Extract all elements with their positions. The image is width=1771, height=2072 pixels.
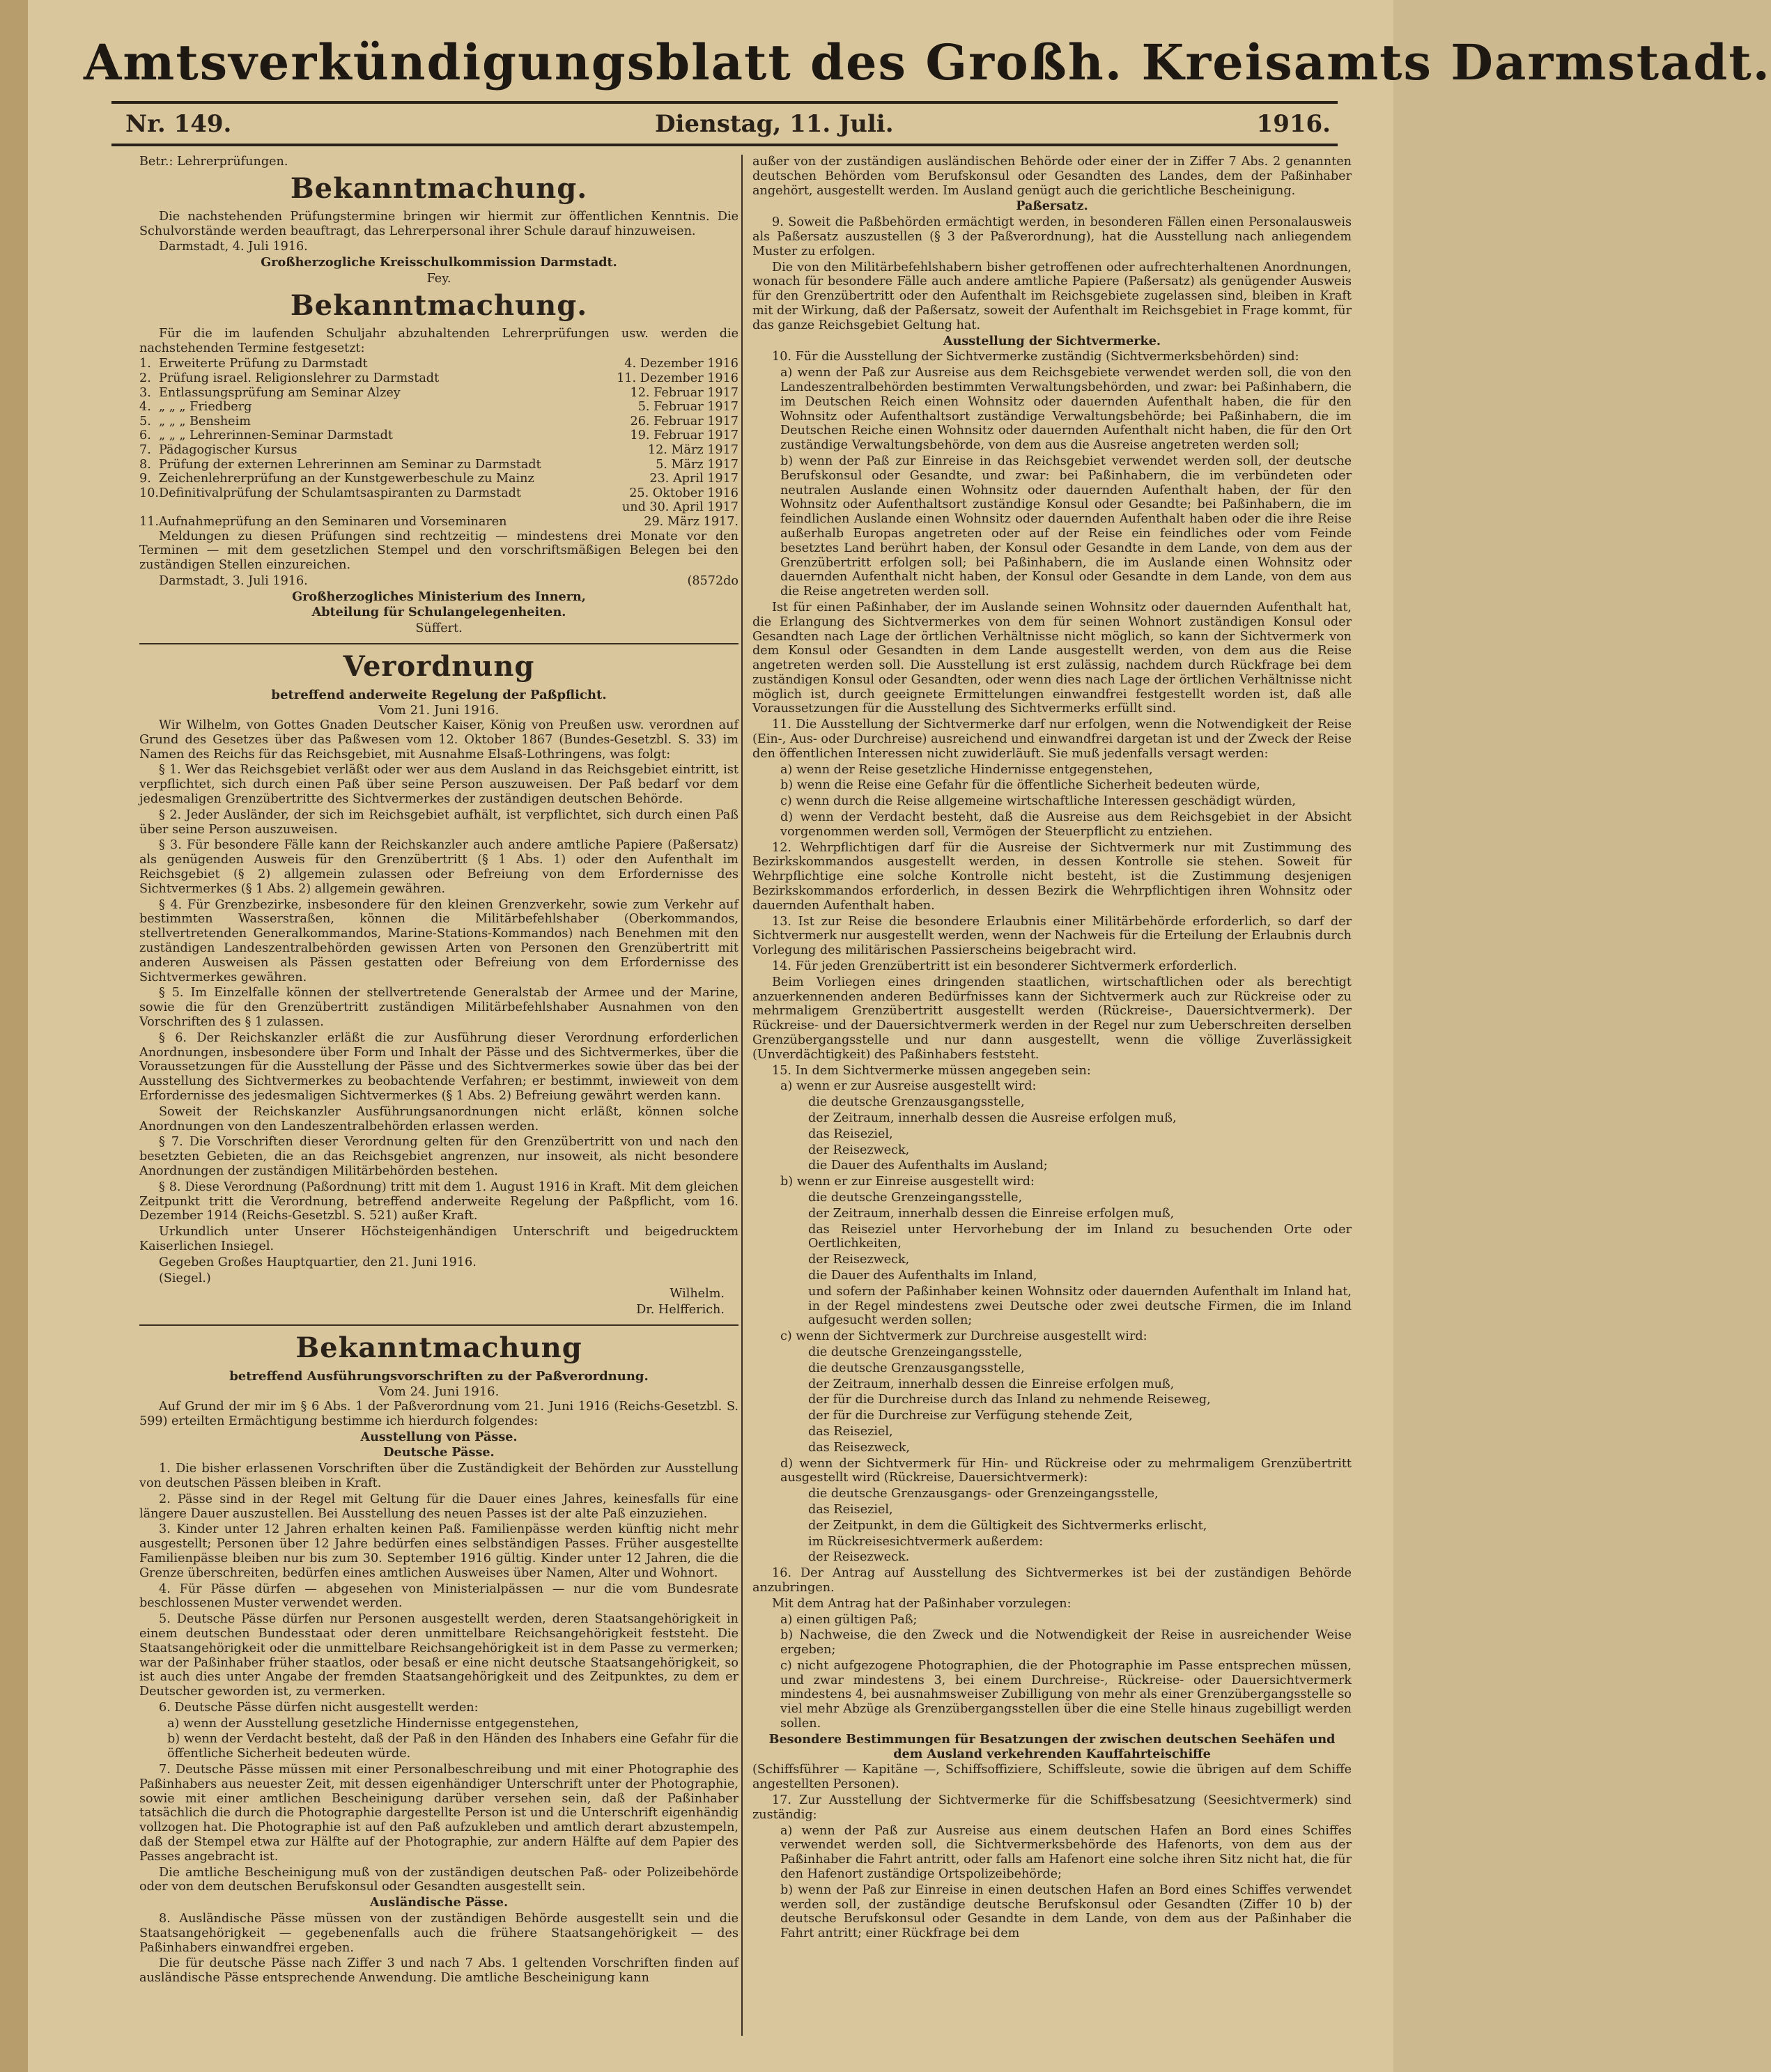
term-date: und 30. April 1917 (621, 500, 738, 515)
right-para-6b: b) wenn die Reise eine Gefahr für die öffentliche Sicherheit bedeuten würde, (780, 778, 1260, 793)
right-para-2: 9. Soweit die Paßbehörden ermächtigt werden, in besonderen Fällen einen Personalausweis als Paßersatz auszustellen (§ 3 der Paßverordnung), hat die Ausstellung nach anliegendem Muster zu erfolgen. (752, 215, 1352, 258)
ordinance-subtitle: betreffend anderweite Regelung der Paßpflicht. (271, 688, 607, 703)
masthead-title: Amtsverkündigungsblatt des Großh. Kreisamts Darmstadt. (84, 33, 1771, 91)
masthead-rule-bottom (111, 144, 1338, 146)
notice-2-signature-2: Abteilung für Schulangelegenheiten. (311, 605, 566, 620)
list-item: die Dauer des Aufenthalts im Inland, (808, 1268, 1037, 1283)
ordinance-date: Vom 21. Juni 1916. (378, 703, 500, 718)
term-text: Prüfung israel. Religionslehrer zu Darmstadt (159, 371, 440, 385)
notice-1-title: Bekanntmachung. (290, 171, 588, 205)
right-para-4b: b) wenn der Paß zur Einreise in das Reichsgebiet verwendet werden soll, der deutsche Berufskonsul oder Gesandte, und zwar: bei Paßinhabern, die im verbündeten oder neutralen Auslande einen Wohnsitz oder dauernden Aufenthalt haben, der für den Wohnsitz oder Aufenthaltsort zuständige Konsul oder Gesandte; bei Paßinhabern, die im feindlichen Auslande einen Wohnsitz oder dauernden Aufenthalt haben oder die ihre Reise außerhalb Europas angetreten oder auf der Reise ein feindliches oder vom Feinde besetztes Land berührt haben, der Konsul oder Gesandte in dem Lande, von dem aus der Grenzübertritt erfolgen soll; bei Paßinhabern, die im Auslande einen Wohnsitz oder dauernden Aufenthalt nicht haben, der Konsul oder Gesandte in dem Lande, von dem aus die Reise angetreten werden soll. (780, 454, 1352, 599)
ordinance-sign-2: Dr. Helfferich. (636, 1303, 725, 1317)
notice-3-subtitle: betreffend Ausführungsvorschriften zu der Paßverordnung. (229, 1368, 649, 1384)
term-date: 23. April 1917 (649, 472, 738, 486)
exam-term-row (139, 415, 738, 429)
term-date: 26. Februar 1917 (630, 414, 738, 428)
term-date: 5. Februar 1917 (637, 400, 738, 415)
term-number: 3. (139, 385, 151, 400)
notice-2-place-line (139, 574, 738, 589)
notice-3-title: Bekanntmachung (295, 1331, 582, 1364)
exam-term-row (139, 428, 738, 443)
term-number: 1. (139, 357, 151, 371)
notice-2-name: Süffert. (415, 621, 463, 636)
notice-3-para-6b: b) wenn der Verdacht besteht, daß der Paß in den Händen des Inhabers eine Gefahr für die öffentliche Sicherheit bedeuten würde. (167, 1732, 738, 1761)
term-number: 10. (139, 486, 159, 500)
exam-term-row (139, 472, 738, 486)
notice-2-intro: Für die im laufenden Schuljahr abzuhaltenden Lehrerprüfungen usw. werden die nachstehenden Termine festgesetzt: (139, 326, 738, 355)
ordinance-seal: (Siegel.) (159, 1271, 211, 1285)
ordinance-title: Verordnung (343, 650, 535, 683)
ordinance-para-2: § 2. Jeder Ausländer, der sich im Reichsgebiet aufhält, ist verpflichtet, sich durch einen Paß über seine Person auszuweisen. (139, 807, 738, 837)
term-text: Erweiterte Prüfung zu Darmstadt (159, 357, 368, 371)
term-number: 2. (139, 371, 151, 385)
term-date: 11. Dezember 1916 (617, 371, 738, 385)
notice-3-intro: Auf Grund der mir im § 6 Abs. 1 der Paßverordnung vom 21. Juni 1916 (Reichs-Gesetzbl. S. 599) erteilten Ermächtigung bestimme ich hierdurch folgendes: (139, 1399, 738, 1428)
right-para-9: 14. Für jeden Grenzübertritt ist ein besonderer Sichtvermerk erforderlich. (772, 959, 1237, 974)
notice-1-text: Die nachstehenden Prüfungstermine bringen wir hiermit zur öffentlichen Kenntnis. Die Schulvorstände werden beauftragt, das Lehrerpersonal ihrer Schule darauf hinzuweisen. (139, 209, 738, 238)
notice-2-signature-1: Großherzogliches Ministerium des Innern, (292, 589, 586, 604)
term-number: 5. (139, 414, 151, 428)
heading-ship-crews: Besondere Bestimmungen für Besatzungen der zwischen deutschen Seehäfen und dem Ausland verkehrenden Kauffahrteischiffe (768, 1731, 1336, 1761)
right-para-1: außer von der zuständigen ausländischen Behörde oder einer der in Ziffer 7 Abs. 2 genannten deutschen Behörden vom Berufskonsul oder Gesandten des Landes, dem der Paßinhaber angehört, ausgestellt werden. Im Ausland genügt auch die gerichtliche Bescheinigung. (752, 155, 1352, 198)
term-text: „ „ „ Friedberg (159, 400, 252, 415)
right-para-6c: c) wenn durch die Reise allgemeine wirtschaftliche Interessen geschädigt würden, (780, 794, 1296, 809)
right-para-11d: d) wenn der Sichtvermerk für Hin- und Rückreise oder zu mehrmaligem Grenzübertritt ausgestellt wird (Rückreise, Dauersichtvermerk): (780, 1456, 1352, 1485)
notice-3-para-8b: Die für deutsche Pässe nach Ziffer 3 und nach 7 Abs. 1 geltenden Vorschriften finden auf ausländische Pässe entsprechende Anwendung. Die amtliche Bescheinigung kann (139, 1956, 738, 1986)
exam-terms-table (139, 357, 738, 529)
notice-3-date: Vom 24. Juni 1916. (378, 1384, 500, 1399)
heading-sichtvermerke: Ausstellung der Sichtvermerke. (943, 333, 1161, 348)
term-date: 19. Februar 1917 (630, 428, 738, 443)
right-para-4: 10. Für die Ausstellung der Sichtvermerke zuständig (Sichtvermerksbehörden) sind: (772, 350, 1299, 364)
list-item: die deutsche Grenzausgangs- oder Grenzeingangsstelle, (808, 1487, 1159, 1501)
ordinance-para-1: § 1. Wer das Reichsgebiet verläßt oder wer aus dem Ausland in das Reichsgebiet eintritt, ist verpflichtet, sich durch einen Paß über seine Person auszuweisen. Der Paß bedarf vor dem jedesmaligen Grenzübertritte des Sichtvermerkes der zuständigen deutschen Behörde. (139, 763, 738, 807)
term-date: 12. Februar 1917 (630, 385, 738, 400)
list-item: der für die Durchreise zur Verfügung stehende Zeit, (808, 1409, 1133, 1423)
ordinance-para-6: § 6. Der Reichskanzler erläßt die zur Ausführung dieser Verordnung erforderlichen Anordnungen, insbesondere über Form und Inhalt der Pässe und des Sichtvermerkes, über die Voraussetzungen für die Ausstellung der Pässe und des Sichtvermerkes sowie über das bei der Ausstellung des Sichtvermerkes zu beobachtende Verfahren; er bestimmt, inwieweit von dem Erfordernisse des jedesmaligen Sichtvermerkes (§ 1 Abs. 2) Befreiung gewährt werden kann. (139, 1030, 738, 1103)
term-text: Entlassungsprüfung am Seminar Alzey (159, 385, 401, 400)
right-column (752, 155, 1352, 2057)
notice-2-title: Bekanntmachung. (290, 288, 588, 322)
list-item: das Reiseziel, (808, 1424, 893, 1439)
term-number: 8. (139, 457, 151, 472)
exam-term-row (139, 357, 738, 371)
list-item: die deutsche Grenzausgangsstelle, (808, 1095, 1025, 1110)
exam-term-row (139, 386, 738, 401)
term-text: Prüfung der externen Lehrerinnen am Seminar zu Darmstadt (159, 457, 541, 472)
right-para-14b: b) wenn der Paß zur Einreise in einen deutschen Hafen an Bord eines Schiffes verwendet werden soll, der zuständige deutsche Berufskonsul oder Gesandten (Ziffer 10 b) der deutsche Berufskonsul oder Gesandte in dem Lande, von dem aus der Paßinhaber die Fahrt antritt; einer Rückfrage bei dem (780, 1882, 1352, 1941)
term-number: 11. (139, 514, 159, 529)
right-para-11b: b) wenn er zur Einreise ausgestellt wird: (780, 1175, 1035, 1189)
book-binding-edge (0, 0, 29, 2072)
term-text: „ „ „ Bensheim (159, 414, 251, 428)
list-item: das Reiseziel, (808, 1502, 893, 1517)
notice-2-place: Darmstadt, 3. Juli 1916. (159, 573, 308, 588)
ordinance-given: Gegeben Großes Hauptquartier, den 21. Juni 1916. (159, 1255, 477, 1269)
exam-term-row (139, 458, 738, 472)
right-para-10: Beim Vorliegen eines dringenden staatlichen, wirtschaftlichen oder als berechtigt anzuerkennenden anderen Bedürfnisses kann der Sichtvermerk auch zur Rückreise oder zu mehrmaligem Grenzübertritt ausgestellt werden (Rückreise-, Dauersichtvermerk). Der Rückreise- und der Dauersichtvermerk werden in der Regel nur zum Ueberschreiten derselben Grenzübergangsstelle und nur dann ausgestellt, wenn die völlige Zuverlässigkeit (Unverdächtigkeit) des Paßinhabers feststeht. (752, 975, 1352, 1062)
right-para-12: 16. Der Antrag auf Ausstellung des Sichtvermerkes ist bei der zuständigen Behörde anzubringen. (752, 1566, 1352, 1595)
term-number: 9. (139, 472, 151, 486)
notice-3-para-4: 4. Für Pässe dürfen — abgesehen von Ministerialpässen — nur die vom Bundesrate beschlossenen Muster verwendet werden. (139, 1582, 738, 1611)
term-text: Aufnahmeprüfung an den Seminaren und Vorseminaren (159, 514, 507, 529)
exam-term-row (139, 443, 738, 458)
ordinance-intro: Wir Wilhelm, von Gottes Gnaden Deutscher Kaiser, König von Preußen usw. verordnen auf Grund des Gesetzes über das Paßwesen vom 12. Oktober 1867 (Bundes-Gesetzbl. S. 33) im Namen des Reichs für das Reichsgebiet, mit Ausnahme Elsaß-Lothringens, was folgt: (139, 718, 738, 761)
list-item: und sofern der Paßinhaber keinen Wohnsitz oder dauernden Aufenthalt im Inland hat, in der Regel mindestens zwei Deutsche oder zwei deutsche Firmen, die im Inland aufgesucht werden sollen; (808, 1284, 1352, 1328)
right-para-11: 15. In dem Sichtvermerke müssen angegeben sein: (772, 1063, 1091, 1078)
term-number: 4. (139, 400, 151, 415)
notice-3-heading-3: Ausländische Pässe. (369, 1895, 509, 1910)
ordinance-para-8: § 8. Diese Verordnung (Paßordnung) tritt mit dem 1. August 1916 in Kraft. Mit dem gleichen Zeitpunkt tritt die Verordnung, betreffend anderweite Regelung der Paßpflicht, vom 16. Dezember 1914 (Reichs-Gesetzbl. S. 521) außer Kraft. (139, 1180, 738, 1223)
right-para-14a: a) wenn der Paß zur Ausreise aus einem deutschen Hafen an Bord eines Schiffes verwendet werden soll, die Sichtvermerksbehörde des Hafenorts, von dem aus der Paßinhaber die Fahrt antritt, oder falls am Hafenort eine solche ihren Sitz nicht hat, die für den Hafenort zuständige Ortspolizeibehörde; (780, 1823, 1352, 1882)
right-para-13b: (Schiffsführer — Kapitäne —, Schiffsoffiziere, Schiffsleute, sowie die übrigen auf dem Schiffe angestellten Personen). (752, 1763, 1352, 1792)
list-item: die deutsche Grenzeingangsstelle, (808, 1345, 1023, 1359)
ordinance-para-3: § 3. Für besondere Fälle kann der Reichskanzler auch andere amtliche Papiere (Paßersatz) als genügenden Ausweis für den Grenzübertritt (§ 1 Abs. 1) oder den Aufenthalt im Reichsgebiet (§ 2) allgemein zulassen oder Befreiung von dem Erfordernisse des Sichtvermerkes (§ 1 Abs. 2) allgemein gewähren. (139, 838, 738, 896)
notice-1-place: Darmstadt, 4. Juli 1916. (159, 240, 308, 254)
notice-3-para-3: 3. Kinder unter 12 Jahren erhalten keinen Paß. Familienpässe werden künftig nicht mehr ausgestellt; Personen über 12 Jahre bedürfen eines selbständigen Passes. Früher ausgestellte Familienpässe bleiben nur bis zum 30. September 1916 gültig. Kinder unter 12 Jahren, die die Grenze überschreiten, bedürfen eines amtlichen Ausweises über Namen, Alter und Wohnort. (139, 1522, 738, 1580)
term-date: 12. März 1917 (647, 442, 738, 457)
notice-1-name: Fey. (426, 271, 451, 286)
list-item: das Reiseziel unter Hervorhebung der im Inland zu besuchenden Orte oder Oertlichkeiten, (808, 1222, 1352, 1251)
right-para-3: Die von den Militärbefehlshabern bisher getroffenen oder aufrechterhaltenen Anordnungen, wonach für besondere Fälle auch andere amtliche Papiere (Paßersatz) als genügender Ausweis für den Grenzübertritt oder den Aufenthalt im Reichsgebiete zugelassen sind, bleiben in Kraft mit der Wirkung, daß der Paßersatz, soweit der Aufenthalt im Reichsgebiet in Frage kommt, für das ganze Reichsgebiet Geltung hat. (752, 260, 1352, 332)
ordinance-sign-1: Wilhelm. (670, 1287, 725, 1301)
section-separator (139, 643, 738, 644)
list-item: die Dauer des Aufenthalts im Ausland; (808, 1159, 1048, 1173)
notice-3-para-5: 5. Deutsche Pässe dürfen nur Personen ausgestellt werden, deren Staatsangehörigkeit in einem deutschen Bundesstaat oder deren unmittelbare Reichsangehörigkeit feststeht. Die Staatsangehörigkeit oder die unmittelbare Reichsangehörigkeit ist in dem Passe zu vermerken; war der Paßinhaber früher staatlos, oder besaß er eine nicht deutsche Staatsangehörigkeit, so ist auch dies unter Angabe der fremden Staatsangehörigkeit und des Zeitpunktes, zu dem er Deutscher geworden ist, zu vermerken. (139, 1612, 738, 1699)
list-item: a) einen gültigen Paß; (780, 1612, 918, 1627)
ordinance-para-7: § 7. Die Vorschriften dieser Verordnung gelten für den Grenzübertritt von und nach den besetzten Gebieten, die an das Reichsgebiet angrenzen, nur insoweit, als nicht besondere Anordnungen der zuständigen Militärbehörden bestehen. (139, 1135, 738, 1178)
list-item: der für die Durchreise durch das Inland zu nehmende Reiseweg, (808, 1393, 1211, 1407)
list-item: der Reisezweck, (808, 1253, 910, 1267)
ordinance-para-9: Urkundlich unter Unserer Höchsteigenhändigen Unterschrift und beigedrucktem Kaiserlichen Insiegel. (139, 1225, 738, 1253)
right-para-6: 11. Die Ausstellung der Sichtvermerke darf nur erfolgen, wenn die Notwendigkeit der Reise (Ein-, Aus- oder Durchreise) ausreichend und einwandfrei dargetan ist und der Zweck der Reise den öffentlichen Interessen nicht zuwiderläuft. Sie muß jedenfalls versagt werden: (752, 718, 1352, 761)
list-item: der Zeitraum, innerhalb dessen die Einreise erfolgen muß, (808, 1206, 1175, 1221)
list-item: im Rückreisesichtvermerk außerdem: (808, 1534, 1043, 1549)
right-para-12b: Mit dem Antrag hat der Paßinhaber vorzulegen: (772, 1596, 1072, 1611)
notice-3-heading-1: Ausstellung von Pässe. (360, 1429, 518, 1444)
term-text: Zeichenlehrerprüfung an der Kunstgewerbeschule zu Mainz (159, 472, 534, 486)
list-item: das Reisezweck, (808, 1440, 910, 1455)
notice-3-para-1: 1. Die bisher erlassenen Vorschriften über die Zuständigkeit der Behörden zur Ausstellung von deutschen Pässen bleiben in Kraft. (139, 1462, 738, 1490)
term-date: 5. März 1917 (656, 457, 738, 472)
notice-2-ref: (8572do (687, 573, 738, 588)
notice-3-para-6a: a) wenn der Ausstellung gesetzliche Hindernisse entgegenstehen, (167, 1716, 579, 1731)
section-separator (139, 1324, 738, 1326)
list-item: die deutsche Grenzeingangsstelle, (808, 1190, 1023, 1205)
heading-passersatz: Paßersatz. (1016, 199, 1088, 214)
list-item: der Reisezweck, (808, 1143, 910, 1157)
issue-date: Dienstag, 11. Juli. (655, 110, 894, 138)
right-para-14: 17. Zur Ausstellung der Sichtvermerke für die Schiffsbesatzung (Seesichtvermerk) sind zuständig: (752, 1793, 1352, 1822)
term-date: 25. Oktober 1916 (629, 486, 738, 500)
ordinance-para-4: § 4. Für Grenzbezirke, insbesondere für den kleinen Grenzverkehr, sowie zum Verkehr auf bestimmten Wasserstraßen, können die Militärbefehlshaber (Oberkommandos, stellvertretenden Generalkommandos, Marine-Stations-Kommandos) nach Benehmen mit den zuständigen Landeszentralbehörden gewissen Arten von Personen den Grenzübertritt mit anderen Ausweisen als Pässen gestatten oder Befreiung von dem Erfordernisse des Sichtvermerkes gewähren. (139, 897, 738, 984)
term-date: 29. März 1917. (644, 514, 738, 529)
issue-year: 1916. (1256, 110, 1331, 138)
right-para-5: Ist für einen Paßinhaber, der im Auslande seinen Wohnsitz oder dauernden Aufenthalt hat, die Erlangung des Sichtvermerkes von dem für seinen Wohnort zuständigen Konsul oder Gesandten nach Lage der örtlichen Verhältnisse nicht möglich, so kann der Sichtvermerk von dem Konsul oder Gesandten in dem Lande ausgestellt werden, von dem aus die Reise angetreten werden soll. Die Ausstellung ist erst zulässig, nachdem durch Rückfrage bei dem zuständigen Konsul oder Gesandten, oder wenn dies nach Lage der örtlichen Verhältnisse nicht möglich ist, durch geeignete Ermittelungen einwandfrei festgestellt worden ist, daß alle Voraussetzungen für die Ausstellung des Sichtvermerks erfüllt sind. (752, 600, 1352, 716)
right-para-6d: d) wenn der Verdacht besteht, daß die Ausreise aus dem Reichsgebiet in der Absicht vorgenommen werden soll, Vermögen der Steuerpflicht zu entziehen. (780, 810, 1352, 839)
ordinance-para-5: § 5. Im Einzelfalle können der stellvertretende Generalstab der Armee und der Marine, sowie die für den Grenzübertritt zuständigen Militärbefehlshaber Ausnahmen von den Vorschriften des § 1 zulassen. (139, 986, 738, 1030)
list-item: der Zeitraum, innerhalb dessen die Ausreise erfolgen muß, (808, 1111, 1177, 1125)
list-item: das Reiseziel, (808, 1127, 893, 1141)
term-text (159, 500, 617, 515)
exam-term-row (139, 515, 738, 529)
right-para-6a: a) wenn der Reise gesetzliche Hindernisse entgegenstehen, (780, 762, 1153, 777)
column-divider (741, 155, 743, 2036)
term-number: 7. (139, 442, 151, 457)
issue-row (125, 110, 1331, 145)
list-item: der Zeitpunkt, in dem die Gültigkeit des Sichtvermerks erlischt, (808, 1518, 1207, 1533)
subject-line: Betr.: Lehrerprüfungen. (139, 155, 288, 169)
exam-term-row (139, 486, 738, 501)
notice-3-para-7: 7. Deutsche Pässe müssen mit einer Personalbeschreibung und mit einer Photographie des Paßinhabers aus neuester Zeit, mit dessen eigenhändiger Unterschrift unter der Photographie, sowie mit einer amtlichen Bescheinigung darüber versehen sein, daß der Paßinhaber tatsächlich die durch die Photographie dargestellte Person ist und die Unterschrift eigenhändig vollzogen hat. Die Photographie ist auf den Paß aufzukleben und amtlich derart abzustempeln, daß der Stempel etwa zur Hälfte auf der Photographie, zur andern Hälfte auf dem Papier des Passes angebracht ist. (139, 1763, 738, 1864)
term-number (139, 500, 159, 515)
left-column (139, 155, 738, 2057)
masthead-rule-top (111, 101, 1338, 104)
term-text: „ „ „ Lehrerinnen-Seminar Darmstadt (159, 428, 393, 443)
term-text: Definitivalprüfung der Schulamtsaspiranten zu Darmstadt (159, 486, 521, 500)
term-text: Pädagogischer Kursus (159, 442, 297, 457)
list-item: der Zeitraum, innerhalb dessen die Einreise erfolgen muß, (808, 1377, 1175, 1391)
term-number: 6. (139, 428, 151, 443)
right-para-11c: c) wenn der Sichtvermerk zur Durchreise ausgestellt wird: (780, 1329, 1147, 1344)
notice-3-para-8: 8. Ausländische Pässe müssen von der zuständigen Behörde ausgestellt sein und die Staatsangehörigkeit — gegebenenfalls auch die frühere Staatsangehörigkeit — des Paßinhabers einwandfrei ergeben. (139, 1912, 738, 1955)
issue-number: Nr. 149. (125, 110, 232, 138)
list-item: die deutsche Grenzausgangsstelle, (808, 1361, 1025, 1375)
notice-1-signature: Großherzogliche Kreisschulkommission Darmstadt. (261, 255, 617, 270)
right-para-4a: a) wenn der Paß zur Ausreise aus dem Reichsgebiete verwendet werden soll, die von den Landeszentralbehörden bestimmten Verwaltungsbehörden, und zwar: bei Paßinhabern, die im Deutschen Reich einen Wohnsitz oder dauernden Aufenthalt haben, die für den Wohnsitz oder Aufenthaltsort zuständige Verwaltungsbehörde; bei Paßinhabern, die im Deutschen Reiche einen Wohnsitz oder dauernden Aufenthalt nicht haben, die für den Ort zuständige Verwaltungsbehörde, von dem aus die Ausreise angetreten werden soll; (780, 366, 1352, 453)
exam-term-row (139, 400, 738, 415)
right-para-8: 13. Ist zur Reise die besondere Erlaubnis einer Militärbehörde erforderlich, so darf der Sichtvermerk nur ausgestellt werden, wenn der Nachweis für die Erteilung der Erlaubnis durch Vorlegung des militärischen Passierscheins beigebracht wird. (752, 914, 1352, 958)
exam-term-row (139, 371, 738, 386)
right-para-7: 12. Wehrpflichtigen darf für die Ausreise der Sichtvermerk nur mit Zustimmung des Bezirkskommandos ausgestellt werden, in dessen Kontrolle sie stehen. Soweit für Wehrpflichtige eine solche Kontrolle nicht besteht, ist die Zustimmung desjenigen Bezirkskommandos erforderlich, in dessen Bezirk die Wehrpflichtigen ihren Wohnsitz oder dauernden Aufenthalt haben. (752, 840, 1352, 913)
list-item: b) Nachweise, die den Zweck und die Notwendigkeit der Reise in ausreichender Weise ergeben; (780, 1628, 1352, 1657)
notice-2-text: Meldungen zu diesen Prüfungen sind rechtzeitig — mindestens drei Monate vor den Terminen — mit dem gesetzlichen Stempel und den vorschriftsmäßigen Belegen bei den zuständigen Stellen einzureichen. (139, 529, 738, 573)
exam-term-row (139, 500, 738, 515)
ordinance-para-6b: Soweit der Reichskanzler Ausführungsanordnungen nicht erläßt, können solche Anordnungen von den Landeszentralbehörden erlassen werden. (139, 1104, 738, 1134)
notice-3-heading-2: Deutsche Pässe. (383, 1445, 495, 1460)
term-date: 4. Dezember 1916 (624, 357, 738, 371)
notice-3-para-7b: Die amtliche Bescheinigung muß von der zuständigen deutschen Paß- oder Polizeibehörde oder von dem deutschen Berufskonsul oder Gesandten ausgestellt sein. (139, 1865, 738, 1894)
right-para-11a: a) wenn er zur Ausreise ausgestellt wird: (780, 1079, 1037, 1094)
notice-3-para-6: 6. Deutsche Pässe dürfen nicht ausgestellt werden: (159, 1700, 479, 1715)
notice-3-para-2: 2. Pässe sind in der Regel mit Geltung für die Dauer eines Jahres, keinesfalls für eine längere Dauer auszustellen. Bei Ausstellung des neuen Passes ist der alte Paß einzuziehen. (139, 1492, 738, 1521)
list-item: der Reisezweck. (808, 1550, 910, 1565)
list-item: c) nicht aufgezogene Photographien, die der Photographie im Passe entsprechen müssen, und zwar mindestens 3, bei einem Durchreise-, Rückreise- oder Dauersichtvermerk mindestens 4, bei ausnahmsweiser Zubilligung von mehr als einer Grenzübergangsstelle so viel mehr Abzüge als Grenzübergangsstellen über die eine Stelle hinaus zugebilligt werden sollen. (780, 1658, 1352, 1731)
